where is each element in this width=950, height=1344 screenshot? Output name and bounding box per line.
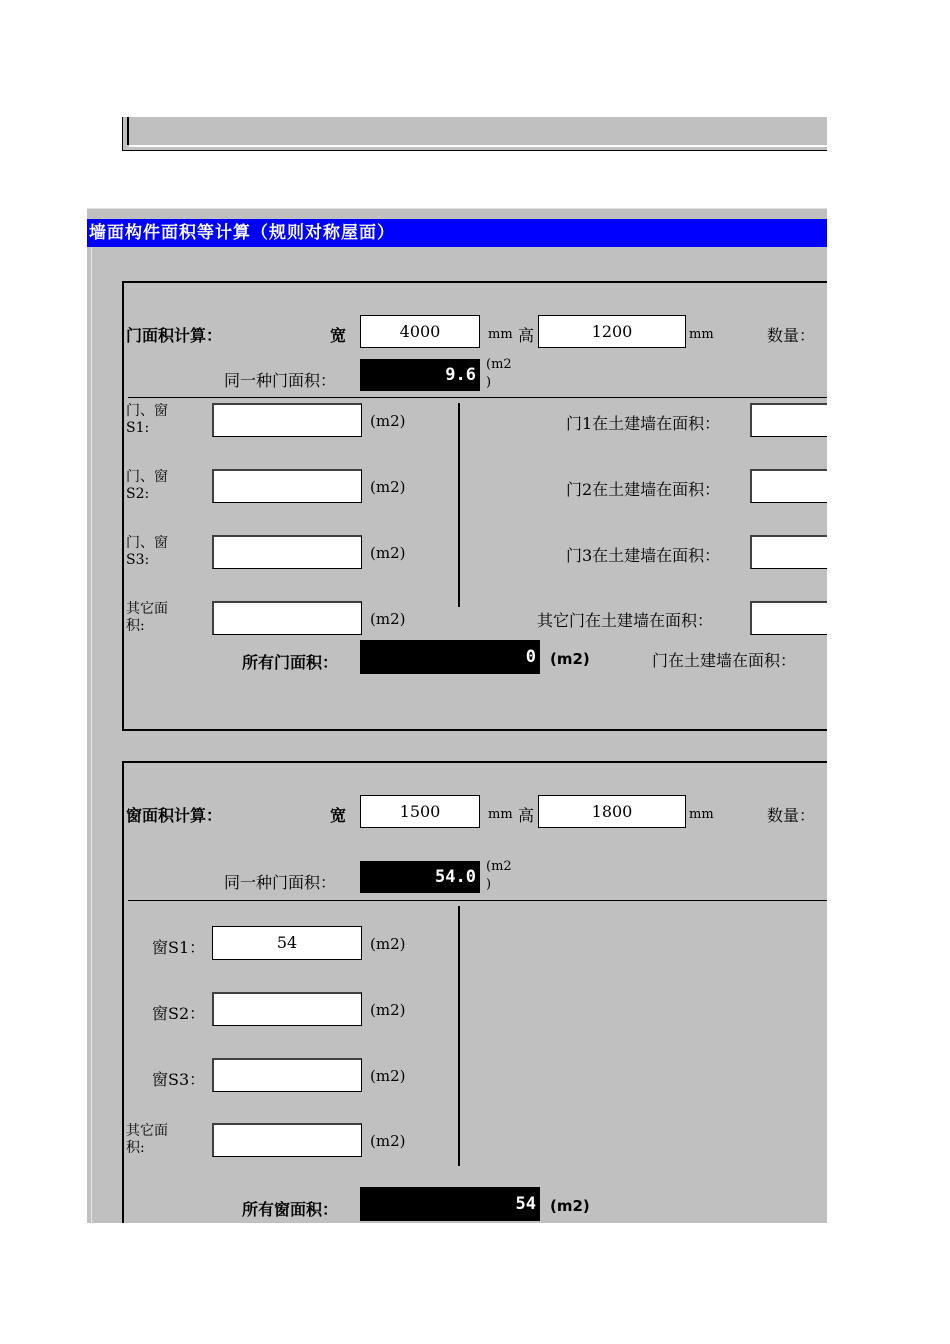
window-s3-input[interactable] (212, 1058, 362, 1092)
window-section-label: 窗面积计算： (126, 806, 223, 825)
door-width-label: 宽 (330, 326, 347, 345)
window-same-area-label: 同一种门面积： (224, 873, 337, 892)
door-s3-label: 门、窗 S3: (126, 535, 168, 568)
window-s1-unit: (m2) (370, 935, 406, 953)
door-height-label: 高 (518, 326, 535, 345)
door-same-area-unit: (m2 (486, 357, 512, 372)
window-vertical-divider (458, 906, 460, 1166)
door-other-input[interactable] (212, 601, 362, 635)
window-s1-input[interactable]: 54 (212, 926, 362, 960)
window-width-label: 宽 (330, 806, 347, 825)
window-other-unit: (m2) (370, 1132, 406, 1150)
window-s3-unit: (m2) (370, 1067, 406, 1085)
door-s3-input[interactable] (212, 535, 362, 569)
window-s2-unit: (m2) (370, 1001, 406, 1019)
window-total-unit: (m2) (550, 1197, 590, 1215)
top-frame-border (127, 117, 129, 145)
top-window-frame (122, 117, 827, 151)
door-height-mm: mm (689, 327, 714, 342)
door-s2-unit: (m2) (370, 478, 406, 496)
window-total-label: 所有窗面积： (242, 1200, 339, 1219)
client-edge (91, 247, 92, 1223)
door2-wall-area-input[interactable] (750, 469, 827, 503)
door-same-area-value: 9.6 (360, 359, 480, 391)
door-s3-unit: (m2) (370, 544, 406, 562)
door-divider (128, 397, 827, 398)
window-quantity-label: 数量： (767, 806, 816, 825)
door-same-area-unit-close: ) (486, 375, 492, 390)
window-other-label: 其它面 积: (126, 1123, 168, 1156)
door-vertical-divider (458, 403, 460, 607)
door-s2-input[interactable] (212, 469, 362, 503)
door-same-area-label: 同一种门面积： (224, 371, 337, 390)
door-wall-area-label: 门在土建墙在面积： (652, 651, 797, 670)
window-height-label: 高 (518, 806, 535, 825)
door-total-label: 所有门面积： (242, 653, 339, 672)
door-other-label: 其它面 积: (126, 601, 168, 634)
window-same-area-unit-close: ) (486, 877, 492, 892)
door-s2-label: 门、窗 S2: (126, 469, 168, 502)
door-total-unit: (m2) (550, 650, 590, 668)
window-total-value: 54 (360, 1187, 540, 1221)
door1-wall-area-label: 门1在土建墙在面积： (566, 414, 721, 433)
door-width-mm: mm (488, 327, 513, 342)
window-width-input[interactable]: 1500 (360, 795, 480, 828)
other-door-wall-area-label: 其它门在土建墙在面积： (537, 611, 714, 630)
door3-wall-area-input[interactable] (750, 535, 827, 569)
window-same-area-value: 54.0 (360, 861, 480, 893)
door-quantity-label: 数量： (767, 326, 816, 345)
door2-wall-area-label: 门2在土建墙在面积： (566, 480, 721, 499)
window-height-mm: mm (689, 807, 714, 822)
door-s1-input[interactable] (212, 403, 362, 437)
door1-wall-area-input[interactable] (750, 403, 827, 437)
window-other-input[interactable] (212, 1123, 362, 1157)
door-area-panel (122, 281, 827, 731)
door3-wall-area-label: 门3在土建墙在面积： (566, 546, 721, 565)
window-area-panel (122, 761, 827, 1223)
window-s2-input[interactable] (212, 992, 362, 1026)
window-same-area-unit: (m2 (486, 859, 512, 874)
window-title-bar: 墙面构件面积等计算（规则对称屋面） (87, 219, 827, 247)
other-door-wall-area-input[interactable] (750, 601, 827, 635)
window-s2-label: 窗S2： (152, 1004, 206, 1023)
window-s1-label: 窗S1： (152, 938, 206, 957)
door-total-value: 0 (360, 640, 540, 674)
top-frame-highlight (129, 145, 827, 147)
door-width-input[interactable]: 4000 (360, 315, 480, 348)
door-s1-unit: (m2) (370, 412, 406, 430)
window-divider (128, 900, 827, 901)
door-other-unit: (m2) (370, 610, 406, 628)
door-s1-label: 门、窗 S1: (126, 403, 168, 436)
window-height-input[interactable]: 1800 (538, 795, 686, 828)
window-s3-label: 窗S3： (152, 1070, 206, 1089)
door-height-input[interactable]: 1200 (538, 315, 686, 348)
door-section-label: 门面积计算： (126, 326, 223, 345)
calc-window (87, 208, 827, 1223)
window-width-mm: mm (488, 807, 513, 822)
